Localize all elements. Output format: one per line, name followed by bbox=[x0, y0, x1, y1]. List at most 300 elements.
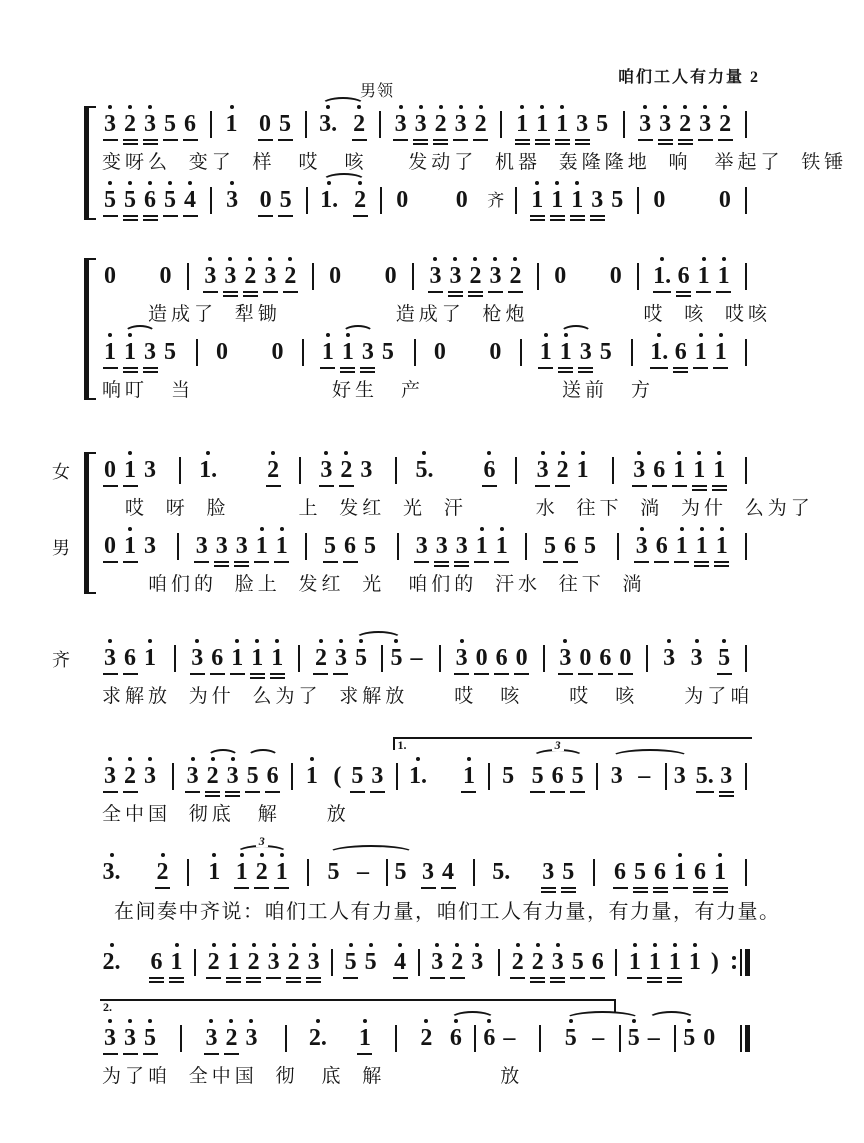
voice-label: 齐 bbox=[52, 650, 70, 670]
underline-row bbox=[205, 789, 220, 798]
duration-underline bbox=[454, 561, 469, 563]
duration-underline bbox=[653, 887, 668, 889]
note bbox=[225, 178, 240, 222]
barline bbox=[386, 859, 388, 886]
note-number: 1 bbox=[104, 339, 116, 365]
underline-row bbox=[254, 559, 269, 568]
note-number: 1 bbox=[231, 645, 244, 671]
lyrics-line: 为了咱 全中国 彻 底 解 放 bbox=[102, 1066, 524, 1087]
underline-row bbox=[243, 289, 258, 298]
final-barline bbox=[740, 1025, 750, 1052]
duration-underline bbox=[535, 143, 550, 145]
slur-tie-arc bbox=[322, 173, 367, 189]
barline bbox=[210, 111, 212, 138]
note-number: 0 bbox=[259, 111, 272, 137]
second-voice-line bbox=[100, 178, 750, 222]
note-number: 1 bbox=[673, 457, 686, 483]
note-number: 3 bbox=[191, 645, 204, 671]
note bbox=[380, 330, 395, 374]
underline-row bbox=[575, 137, 590, 146]
high-octave-dot bbox=[563, 639, 567, 643]
note-number: 1 bbox=[556, 111, 569, 137]
note bbox=[224, 102, 239, 146]
note-number: 1. bbox=[199, 457, 218, 483]
note-number: 3 bbox=[610, 763, 623, 789]
note-number: 5. bbox=[695, 763, 714, 789]
triplet-number: 3 bbox=[256, 835, 268, 847]
octave-dot-row bbox=[235, 636, 239, 645]
rest-note bbox=[258, 178, 273, 222]
octave-dot-row bbox=[363, 1016, 367, 1025]
note-number: 3 bbox=[226, 187, 239, 213]
note-number: 1 bbox=[271, 645, 284, 671]
underline-row bbox=[563, 1051, 578, 1060]
note bbox=[204, 1016, 219, 1060]
note bbox=[359, 448, 374, 492]
note-number: 5 bbox=[683, 1025, 696, 1051]
barline bbox=[395, 457, 397, 484]
note bbox=[473, 102, 488, 146]
underline-row bbox=[530, 789, 545, 798]
duration-underline bbox=[667, 981, 682, 983]
barline bbox=[515, 187, 517, 214]
high-octave-dot bbox=[168, 181, 172, 185]
measure bbox=[651, 254, 734, 298]
note bbox=[183, 102, 198, 146]
note bbox=[550, 178, 565, 222]
note bbox=[674, 524, 689, 568]
underline-row bbox=[234, 559, 249, 568]
note bbox=[185, 754, 200, 798]
duration-underline bbox=[254, 887, 269, 889]
note bbox=[613, 850, 628, 894]
underline-row bbox=[696, 789, 714, 798]
octave-dot-row bbox=[702, 254, 706, 263]
duration-underline bbox=[555, 485, 570, 487]
duration-underline bbox=[265, 791, 280, 793]
octave-dot-row bbox=[535, 178, 539, 187]
underline-row bbox=[360, 365, 375, 374]
barline bbox=[488, 763, 490, 790]
barline bbox=[637, 187, 639, 214]
note-number: 3 bbox=[536, 457, 549, 483]
duration-underline bbox=[694, 561, 709, 563]
note bbox=[470, 940, 485, 984]
underline-row bbox=[555, 483, 570, 492]
underline-row bbox=[494, 559, 509, 568]
duration-underline bbox=[103, 367, 118, 369]
underline-row bbox=[103, 671, 118, 680]
octave-dot-row bbox=[252, 940, 256, 949]
high-octave-dot bbox=[272, 943, 276, 947]
note-number: 2 bbox=[206, 763, 219, 789]
underline-row bbox=[286, 975, 301, 984]
underline-row bbox=[123, 671, 138, 680]
note-number: 3 bbox=[307, 949, 320, 975]
note bbox=[550, 940, 565, 984]
note bbox=[266, 448, 281, 492]
system-5 bbox=[100, 738, 750, 826]
note bbox=[454, 636, 469, 680]
paren-mark bbox=[330, 754, 345, 798]
duration-underline bbox=[652, 485, 667, 487]
high-octave-dot bbox=[460, 639, 464, 643]
underline-row bbox=[578, 365, 593, 374]
note bbox=[263, 254, 278, 298]
octave-dot-row bbox=[161, 850, 165, 859]
barline bbox=[396, 763, 398, 790]
duration-underline bbox=[598, 673, 613, 675]
note bbox=[393, 102, 408, 146]
duration-underline bbox=[263, 291, 278, 293]
note-number: 3 bbox=[635, 533, 648, 559]
note bbox=[535, 448, 550, 492]
voice-label: 女 bbox=[52, 462, 70, 482]
barline bbox=[537, 263, 539, 290]
underline-row bbox=[561, 885, 576, 894]
duration-underline bbox=[696, 291, 711, 293]
measure bbox=[100, 1016, 160, 1060]
underline-row bbox=[441, 885, 456, 894]
interlude-line-row bbox=[100, 834, 750, 894]
note bbox=[207, 850, 222, 894]
note-number: 2 bbox=[474, 111, 487, 137]
duration-underline bbox=[414, 561, 429, 563]
high-octave-dot bbox=[433, 257, 437, 261]
octave-dot-row bbox=[718, 850, 722, 859]
high-octave-dot bbox=[487, 451, 491, 455]
duration-underline bbox=[393, 977, 408, 979]
duration-underline bbox=[234, 887, 249, 889]
spoken-text: 在间奏中齐说：咱们工人有力量，咱们工人有力量，有力量，有力量。 bbox=[114, 901, 781, 923]
measure bbox=[659, 636, 734, 680]
high-octave-dot bbox=[369, 943, 373, 947]
barline bbox=[412, 263, 414, 290]
duration-underline bbox=[149, 977, 164, 979]
note-number: 2 bbox=[267, 457, 280, 483]
note bbox=[413, 102, 428, 146]
high-octave-dot bbox=[479, 105, 483, 109]
octave-dot-row bbox=[175, 940, 179, 949]
note bbox=[535, 102, 550, 146]
high-octave-dot bbox=[718, 853, 722, 857]
duration-underline bbox=[550, 215, 565, 217]
note-number: 0 bbox=[104, 263, 116, 289]
measure bbox=[413, 448, 500, 492]
high-octave-dot bbox=[188, 181, 192, 185]
note bbox=[357, 1016, 372, 1060]
note-number: 3 bbox=[471, 949, 484, 975]
slur-tie-arc bbox=[648, 1011, 696, 1027]
note bbox=[610, 178, 625, 222]
octave-dot-row bbox=[268, 254, 272, 263]
underline-row bbox=[672, 789, 687, 798]
barline bbox=[285, 1025, 287, 1052]
underline-row bbox=[224, 137, 239, 146]
duration-underline bbox=[143, 139, 158, 141]
note bbox=[561, 850, 576, 894]
duration-underline bbox=[468, 291, 483, 293]
underline-row bbox=[650, 365, 668, 374]
note-number: 3 bbox=[455, 533, 468, 559]
octave-dot-row bbox=[110, 940, 114, 949]
duration-underline bbox=[226, 977, 241, 979]
note-number: 2 bbox=[340, 457, 353, 483]
high-octave-dot bbox=[349, 943, 353, 947]
duration-underline bbox=[123, 215, 138, 217]
note-number: 1 bbox=[688, 949, 701, 975]
duration-underline bbox=[143, 143, 158, 145]
note bbox=[409, 754, 427, 798]
measure bbox=[100, 754, 164, 798]
underline-row bbox=[473, 137, 488, 146]
duration-underline bbox=[693, 887, 708, 889]
duration-underline bbox=[515, 139, 530, 141]
note bbox=[538, 330, 553, 374]
measure bbox=[527, 178, 627, 222]
note bbox=[492, 850, 510, 894]
note-number: – bbox=[592, 1025, 605, 1051]
first-ending-line-row bbox=[100, 738, 750, 798]
note bbox=[563, 524, 578, 568]
octave-dot-row bbox=[292, 940, 296, 949]
second-ending-line bbox=[100, 1000, 750, 1060]
octave-dot-row bbox=[667, 636, 671, 645]
barline bbox=[473, 859, 475, 886]
octave-dot-row bbox=[435, 940, 439, 949]
duration-underline bbox=[430, 977, 445, 979]
note-number: 3 bbox=[422, 859, 434, 885]
slur-tie-arc bbox=[450, 1011, 496, 1027]
duration-underline bbox=[224, 1053, 239, 1055]
note-number: 2 bbox=[314, 645, 327, 671]
repeat-dot bbox=[732, 956, 736, 960]
note bbox=[234, 524, 249, 568]
note-number: 6 bbox=[551, 763, 564, 789]
note bbox=[339, 448, 354, 492]
octave-dot-row bbox=[344, 448, 348, 457]
note bbox=[254, 524, 269, 568]
duration-underline bbox=[716, 291, 731, 293]
triplet-group bbox=[232, 834, 292, 894]
underline-row bbox=[618, 671, 633, 680]
octave-dot-row bbox=[260, 524, 264, 533]
underline-row bbox=[658, 137, 673, 146]
underline-row bbox=[530, 975, 545, 984]
barline bbox=[395, 1025, 397, 1052]
high-octave-dot bbox=[422, 451, 426, 455]
high-octave-dot bbox=[271, 451, 275, 455]
measure bbox=[100, 940, 187, 984]
note-number: 3 bbox=[267, 949, 280, 975]
octave-dot-row bbox=[232, 940, 236, 949]
high-octave-dot bbox=[561, 451, 565, 455]
duration-underline bbox=[474, 673, 489, 675]
underline-row bbox=[265, 789, 280, 798]
note-number: 5 bbox=[584, 533, 596, 559]
underline-row bbox=[530, 213, 545, 222]
voice-label: 男 bbox=[52, 538, 70, 558]
underline-row bbox=[627, 975, 642, 984]
barline bbox=[745, 187, 747, 214]
note-number: 1 bbox=[251, 645, 264, 671]
measure bbox=[391, 102, 491, 146]
measure bbox=[427, 940, 491, 984]
note-number: 2 bbox=[511, 949, 524, 975]
octave-dot-row bbox=[108, 330, 112, 339]
underline-row bbox=[363, 975, 378, 984]
underline-row bbox=[550, 975, 565, 984]
underline-row bbox=[637, 789, 652, 798]
duration-underline bbox=[474, 561, 489, 563]
duration-underline bbox=[413, 143, 428, 145]
duration-underline bbox=[563, 561, 578, 563]
measure bbox=[607, 754, 737, 798]
high-octave-dot bbox=[191, 757, 195, 761]
duration-underline bbox=[550, 219, 565, 221]
note-number: 6 bbox=[591, 949, 604, 975]
note bbox=[250, 636, 265, 680]
duration-underline bbox=[461, 791, 476, 793]
note bbox=[653, 254, 671, 298]
note bbox=[415, 448, 433, 492]
note-number: 5 bbox=[627, 1025, 640, 1051]
slur-group bbox=[120, 330, 160, 374]
note-number: 5 bbox=[144, 1025, 156, 1051]
underline-row bbox=[352, 137, 367, 146]
underline-row bbox=[103, 559, 118, 568]
octave-dot-row bbox=[487, 448, 491, 457]
rest-note bbox=[717, 178, 732, 222]
note-number: 1 bbox=[495, 533, 508, 559]
high-octave-dot bbox=[398, 943, 402, 947]
underline-row bbox=[370, 789, 385, 798]
measure bbox=[412, 524, 512, 568]
measure bbox=[302, 754, 388, 798]
high-octave-dot bbox=[640, 527, 644, 531]
note bbox=[453, 102, 468, 146]
duration-underline bbox=[658, 139, 673, 141]
note-number: 1 bbox=[628, 949, 641, 975]
duration-underline bbox=[343, 977, 358, 979]
high-octave-dot bbox=[536, 943, 540, 947]
slur-group bbox=[318, 178, 371, 222]
measure bbox=[318, 330, 400, 374]
note bbox=[278, 178, 293, 222]
high-octave-dot bbox=[108, 757, 112, 761]
duration-underline bbox=[578, 367, 593, 369]
measure bbox=[550, 254, 626, 298]
note bbox=[461, 754, 476, 798]
note bbox=[570, 940, 585, 984]
slur-group bbox=[607, 754, 694, 798]
duration-underline bbox=[514, 673, 529, 675]
measure bbox=[648, 330, 731, 374]
octave-dot-row bbox=[540, 102, 544, 111]
underline-row bbox=[570, 213, 585, 222]
octave-dot-row bbox=[191, 754, 195, 763]
octave-dot-row bbox=[326, 330, 330, 339]
duration-underline bbox=[143, 219, 158, 221]
note-number: 1 bbox=[255, 533, 268, 559]
duration-underline bbox=[712, 489, 727, 491]
duration-underline bbox=[274, 561, 289, 563]
measure bbox=[452, 636, 532, 680]
note-number: 2 bbox=[353, 111, 366, 137]
duration-underline bbox=[243, 291, 258, 293]
underline-row bbox=[558, 671, 573, 680]
volta-label: 2. bbox=[103, 1000, 112, 1014]
note bbox=[634, 524, 649, 568]
note-number: 1 bbox=[341, 339, 354, 365]
repeat-line-row bbox=[100, 940, 750, 984]
high-octave-dot bbox=[248, 257, 252, 261]
note-number: 0 bbox=[703, 1025, 716, 1051]
note bbox=[590, 940, 605, 984]
note-number: 5 bbox=[571, 763, 584, 789]
underline-row bbox=[667, 975, 682, 984]
note bbox=[206, 940, 221, 984]
barline bbox=[500, 111, 502, 138]
underline-row bbox=[323, 559, 338, 568]
note-number: 5 bbox=[611, 187, 624, 213]
note-number: 2 bbox=[124, 111, 136, 137]
underline-row bbox=[450, 975, 465, 984]
note-number: 5 bbox=[381, 339, 394, 365]
underline-row bbox=[169, 975, 184, 984]
underline-row bbox=[713, 885, 728, 894]
underline-row bbox=[474, 559, 489, 568]
note-number: 1 bbox=[144, 645, 156, 671]
note-number: 5. bbox=[492, 859, 511, 885]
note-number: 6 bbox=[483, 457, 496, 483]
measure bbox=[100, 448, 164, 492]
note-number: 1 bbox=[571, 187, 584, 213]
high-octave-dot bbox=[212, 943, 216, 947]
duration-underline bbox=[676, 295, 691, 297]
note bbox=[421, 850, 436, 894]
barline bbox=[187, 859, 189, 886]
unison-line bbox=[100, 636, 750, 680]
note bbox=[494, 636, 509, 680]
note-number: 1 bbox=[714, 859, 726, 885]
underline-row bbox=[652, 213, 667, 222]
octave-dot-row bbox=[556, 940, 560, 949]
high-octave-dot bbox=[108, 1019, 112, 1023]
duration-underline bbox=[203, 291, 218, 293]
volta-bracket bbox=[100, 999, 616, 1012]
note-number: 3 bbox=[235, 533, 248, 559]
high-octave-dot bbox=[535, 181, 539, 185]
note-number: 5 bbox=[390, 645, 403, 671]
note bbox=[713, 330, 728, 374]
note-number: 3 bbox=[429, 263, 442, 289]
lyrics-line: 咱们的 脸上 发红 光 咱们的 汗水 往下 淌 bbox=[102, 574, 646, 595]
barline bbox=[474, 1025, 476, 1052]
duration-underline bbox=[558, 367, 573, 369]
underline-row bbox=[719, 789, 734, 798]
octave-dot-row bbox=[473, 254, 477, 263]
high-octave-dot bbox=[148, 181, 152, 185]
duration-underline bbox=[718, 139, 733, 141]
barline bbox=[179, 457, 181, 484]
barline bbox=[596, 763, 598, 790]
note-number: 2 bbox=[434, 111, 447, 137]
slur-tie-arc bbox=[355, 631, 403, 647]
note-number: 2 bbox=[287, 949, 300, 975]
high-octave-dot bbox=[556, 943, 560, 947]
note-number: 5 bbox=[344, 949, 357, 975]
